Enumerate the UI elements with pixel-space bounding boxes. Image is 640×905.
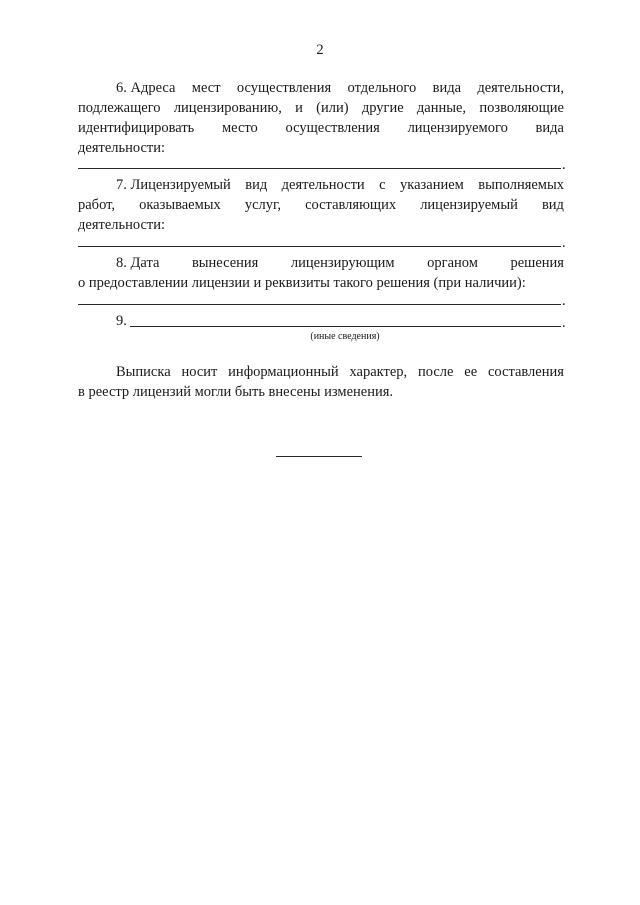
item6-period: . bbox=[562, 157, 566, 173]
item6-line1 bbox=[116, 78, 564, 98]
item6-line2 bbox=[78, 98, 564, 118]
word: отдельного bbox=[347, 80, 417, 96]
item8-line2: о предоставлении лицензии и реквизиты такого решения (при наличии): bbox=[78, 275, 526, 291]
word: место bbox=[221, 120, 258, 136]
item6-line4: деятельности: bbox=[78, 140, 166, 156]
word: услуг, bbox=[244, 197, 281, 213]
word: (или) bbox=[316, 100, 349, 116]
word: после bbox=[417, 364, 454, 380]
word: лицензируемого bbox=[407, 120, 508, 136]
word: Выписка bbox=[116, 364, 171, 380]
word: решения bbox=[510, 255, 564, 271]
item9-caption: (иные сведения) bbox=[310, 331, 380, 342]
word: деятельности bbox=[281, 177, 365, 193]
word: составляющих bbox=[305, 197, 397, 213]
word: мест bbox=[191, 80, 221, 96]
word: составления bbox=[487, 364, 564, 380]
item8-blank-line bbox=[78, 304, 561, 305]
item7-line2 bbox=[78, 195, 564, 215]
word: деятельности, bbox=[477, 80, 564, 96]
word: лицензируемый bbox=[420, 197, 518, 213]
word: осуществления bbox=[285, 120, 380, 136]
item8-line1 bbox=[116, 253, 564, 273]
item9-period: . bbox=[562, 315, 566, 331]
item6-blank-line bbox=[78, 168, 561, 169]
item6-line3 bbox=[78, 118, 564, 138]
word: вид bbox=[541, 197, 564, 213]
word: носит bbox=[181, 364, 218, 380]
word: подлежащего bbox=[78, 100, 161, 116]
word: вида bbox=[432, 80, 462, 96]
word: идентифицировать bbox=[78, 120, 195, 136]
item7-period: . bbox=[562, 235, 566, 251]
item7-blank-line bbox=[78, 246, 561, 247]
word: указанием bbox=[400, 177, 464, 193]
item7-line3: деятельности: bbox=[78, 217, 166, 233]
word: 7. Лицензируемый bbox=[116, 177, 231, 193]
page-number: 2 bbox=[316, 42, 324, 58]
word: лицензированию, bbox=[173, 100, 282, 116]
word: с bbox=[379, 177, 386, 193]
word: работ, bbox=[78, 197, 115, 213]
item9-blank-line bbox=[130, 326, 561, 327]
word: позволяющие bbox=[479, 100, 564, 116]
word: информационный bbox=[228, 364, 339, 380]
word: выполняемых bbox=[478, 177, 564, 193]
word: осуществления bbox=[236, 80, 332, 96]
word: ее bbox=[464, 364, 478, 380]
item8-period: . bbox=[562, 293, 566, 309]
word: лицензирующим bbox=[290, 255, 395, 271]
word: и bbox=[295, 100, 303, 116]
word: 8. Дата bbox=[116, 255, 160, 271]
word: вид bbox=[245, 177, 268, 193]
item7-line1 bbox=[116, 175, 564, 195]
word: вынесения bbox=[191, 255, 259, 271]
word: другие bbox=[361, 100, 404, 116]
word: органом bbox=[427, 255, 478, 271]
closing-line2: в реестр лицензий могли быть внесены изменения. bbox=[78, 384, 394, 400]
closing-line1 bbox=[116, 362, 564, 382]
item9-number: 9. bbox=[116, 313, 127, 329]
closing-rule bbox=[276, 456, 362, 457]
word: характер, bbox=[349, 364, 408, 380]
word: оказываемых bbox=[139, 197, 221, 213]
word: данные, bbox=[416, 100, 467, 116]
word: вида bbox=[535, 120, 564, 136]
word: 6. Адреса bbox=[116, 80, 176, 96]
